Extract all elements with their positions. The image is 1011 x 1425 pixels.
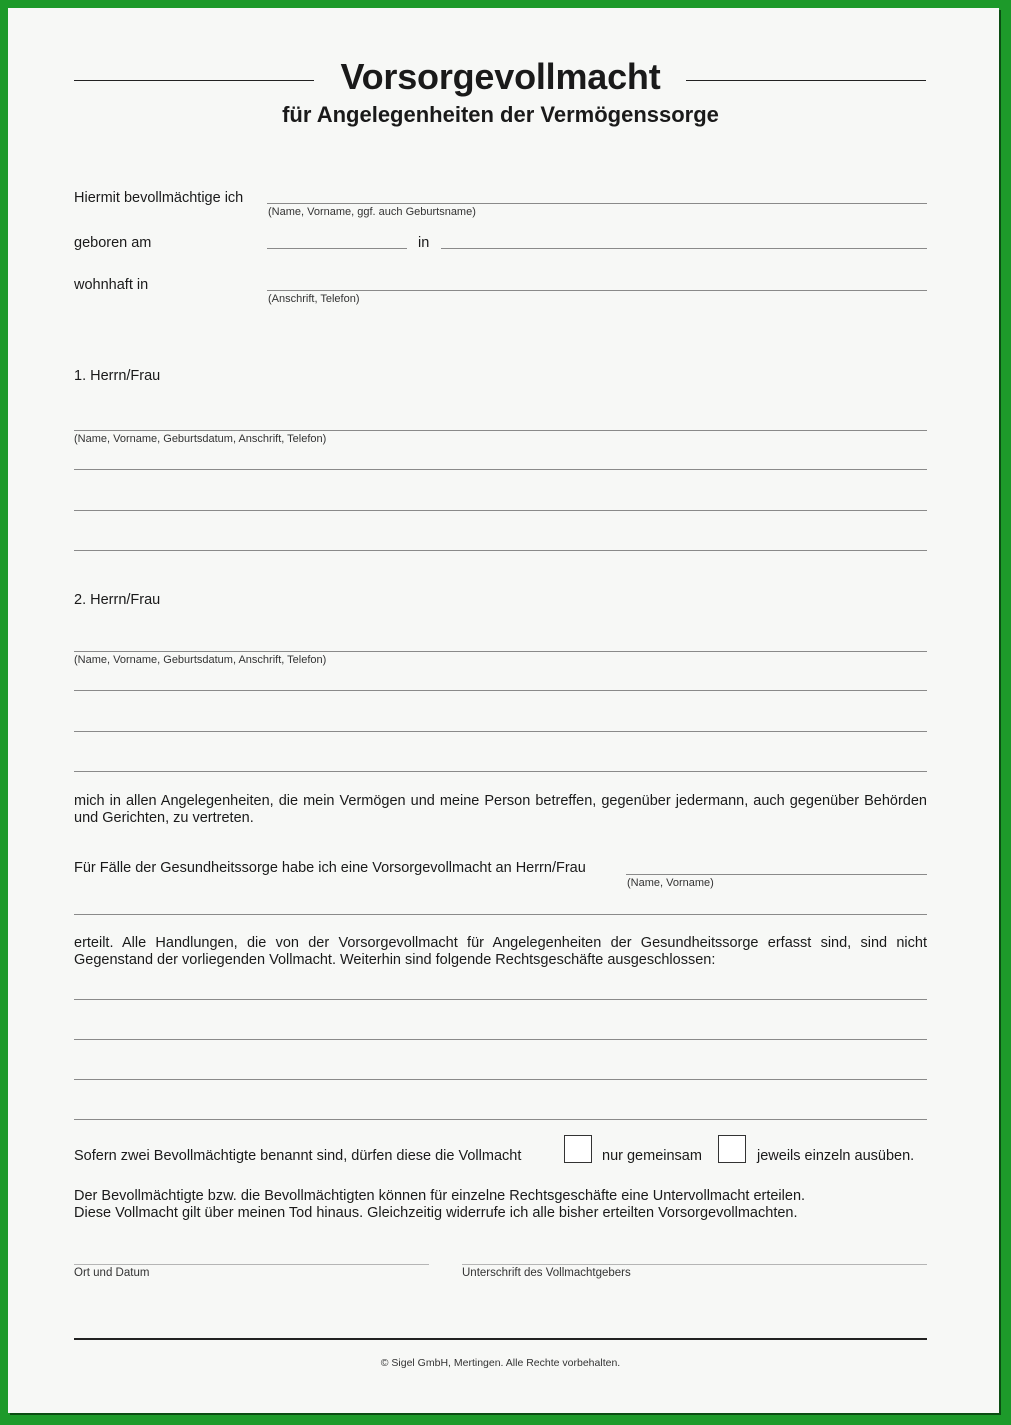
place-date-label: Ort und Datum: [74, 1267, 150, 1279]
agent-2-extra-line[interactable]: [74, 690, 927, 691]
agent-1-label: 1. Herrn/Frau: [74, 368, 161, 384]
scope-text: mich in allen Angelegenheiten, die mein Vermögen und meine Person betreffen, gegenüber jedermann, auch gegenüber Behörden und Gerichten, zu vertreten.: [74, 793, 927, 826]
copyright-text: © Sigel GmbH, Mertingen. Alle Rechte vorbehalten.: [380, 1357, 621, 1369]
signature-field[interactable]: [462, 1264, 927, 1265]
joint-checkbox[interactable]: [564, 1135, 592, 1163]
agent-1-extra-line[interactable]: [74, 550, 927, 551]
health-care-label: Für Fälle der Gesundheitssorge habe ich eine Vorsorgevollmacht an Herrn/Frau: [74, 860, 586, 876]
footer-rule: [74, 1338, 927, 1340]
final-text-line-2: Diese Vollmacht gilt über meinen Tod hinaus. Gleichzeitig widerrufe ich alle bisher erteilten Vorsorgevollmachten.: [74, 1205, 798, 1221]
joint-text: Sofern zwei Bevollmächtigte benannt sind, dürfen diese die Vollmacht: [74, 1148, 522, 1164]
residence-label: wohnhaft in: [74, 277, 149, 293]
joint-option-label: nur gemeinsam: [602, 1148, 702, 1164]
signature-label: Unterschrift des Vollmachtgebers: [462, 1267, 631, 1279]
place-date-field[interactable]: [74, 1264, 429, 1265]
agent-2-extra-line[interactable]: [74, 771, 927, 772]
agent-2-hint: (Name, Vorname, Geburtsdatum, Anschrift, Telefon): [74, 654, 327, 666]
health-extra-line[interactable]: [74, 914, 927, 915]
agent-2-label: 2. Herrn/Frau: [74, 592, 161, 608]
document-title: Vorsorgevollmacht: [340, 56, 661, 97]
health-agent-name-field[interactable]: [626, 874, 927, 875]
document-subtitle: für Angelegenheiten der Vermögenssorge: [282, 102, 719, 127]
excluded-line[interactable]: [74, 999, 927, 1000]
excluded-line[interactable]: [74, 1119, 927, 1120]
address-hint: (Anschrift, Telefon): [268, 293, 360, 305]
agent-1-extra-line[interactable]: [74, 510, 927, 511]
health-agent-hint: (Name, Vorname): [627, 877, 714, 889]
principal-name-hint: (Name, Vorname, ggf. auch Geburtsname): [268, 206, 476, 218]
principal-name-field[interactable]: [267, 203, 927, 204]
individual-option-label: jeweils einzeln ausüben.: [757, 1148, 915, 1164]
agent-1-extra-line[interactable]: [74, 469, 927, 470]
agent-2-name-field[interactable]: [74, 651, 927, 652]
agent-2-extra-line[interactable]: [74, 731, 927, 732]
principal-intro-label: Hiermit bevollmächtige ich: [74, 190, 244, 206]
individual-checkbox[interactable]: [718, 1135, 746, 1163]
birth-date-field[interactable]: [267, 248, 407, 249]
final-text-line-1: Der Bevollmächtigte bzw. die Bevollmächtigten können für einzelne Rechtsgeschäfte eine Untervollmacht erteilen.: [74, 1188, 806, 1204]
agent-1-name-field[interactable]: [74, 430, 927, 431]
birth-place-field[interactable]: [441, 248, 927, 249]
agent-1-hint: (Name, Vorname, Geburtsdatum, Anschrift, Telefon): [74, 433, 327, 445]
address-field[interactable]: [267, 290, 927, 291]
birth-place-label: in: [418, 235, 430, 251]
born-label: geboren am: [74, 235, 152, 251]
excluded-line[interactable]: [74, 1039, 927, 1040]
excluded-line[interactable]: [74, 1079, 927, 1080]
health-text: erteilt. Alle Handlungen, die von der Vorsorgevollmacht für Angelegenheiten der Gesundheitssorge erfasst sind, sind nicht Gegenstand der vorliegenden Vollmacht. Weiterhin sind folgende Rechtsgeschäfte ausgeschlossen:: [74, 935, 927, 968]
